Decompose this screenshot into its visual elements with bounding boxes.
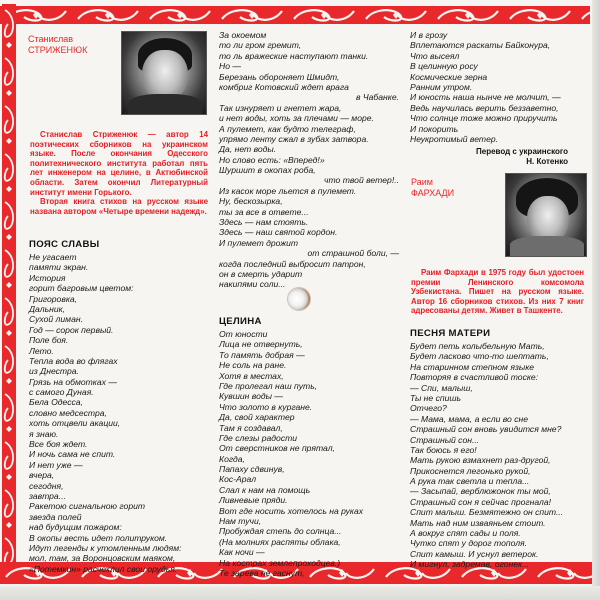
author2-last-name: ФАРХАДИ [411,187,455,198]
poem-line: Где слезы радости [219,432,298,443]
poem-line: завтра... [29,490,66,501]
poem-line: Лето. [29,345,54,356]
ornament-border-left [0,4,18,584]
poem-line: Сухой лиман. [29,314,83,325]
poem-line: Что золото в кургане. [219,401,313,412]
poem-line: Пробуждая степь до солнца... [219,526,342,537]
poem-line: Бела Одесса, [29,397,83,408]
poem-line: Идут легенды к утомленным людям: [29,542,182,553]
poem2-translator-credit [410,147,568,166]
poem-line: Березань обороняет Шмидт, [219,71,340,82]
poem-line: Грязь на обмотках — [29,376,117,387]
poem-line: А рука так светла и тепла... [410,476,530,487]
poem-line: с самого Дуная. [29,387,94,398]
author1-last-name: СТРИЖЕНЮК [28,44,88,55]
poem3-body [410,341,595,570]
poem1-title: ПОЯС СЛАВЫ [29,239,100,250]
poem-line: И в грозу [410,30,448,40]
poem-line: То память добрая — [219,349,305,360]
poem-line: я знаю. [29,428,59,439]
author2-bio-paragraph: Раим Фархади в 1975 году был удостоен премии Ленинского комсомола Узбекистана. Пишет на русском языке. Автор 16 сборников стихов. Из них 7 книг адресованы детям. Живет в Ташкенте. [411,268,584,316]
poem-line: За окоемом [219,30,267,40]
poem-line: Космические зерна [410,71,488,82]
poem-line: и нет воды, хоть за плечами — море. [219,113,374,124]
poem-line: звезда полей [29,511,82,522]
poem-line: Слал к нам на помощь [219,484,311,495]
poem1-body [29,252,214,574]
poem-line: Григоровка, [29,293,78,304]
translator-line-1: Перевод с украинского [476,147,568,156]
poem-line: Что высеял [410,50,460,61]
poem-line: Ведь научилась верить беззаветно, [410,102,559,113]
poem-line: Но — [219,61,241,72]
poem-line: что твой ветер!.. [324,175,399,186]
poem-line: Да, свой характер [219,412,295,423]
poem-line: Будет ласково что-то шептать, [410,351,549,362]
poem-line: Ну, бескозырка, [219,196,283,207]
poem-line: Нам тучи, [219,516,262,527]
poem-line: Ракетою сигнальною горит [29,501,146,512]
poem2-body [219,329,404,578]
author1-bio-paragraph-1: Станислав Стриженюк — автор 14 поэтических сборников на украинском языке. После окончания Одесского политехнического института работал пять лет инженером на целине, в Актюбинской области. Затем окончил Литературный институт имени Горького. [30,130,208,197]
poem-line: Те зарева не гаснут, [219,567,305,578]
poem-line: комбриг Котовский ждет врага [219,81,349,92]
sleeve-bottom-edge [0,586,600,600]
poem-line: Не соль на ране. [219,360,287,371]
poem-line: Дальник, [29,303,66,314]
author1-photo [121,31,207,115]
poem1-continuation [219,30,399,290]
poem-line: он в смерть ударит [219,268,303,279]
author1-bio-paragraph-2: Вторая книга стихов на русском языке названа автором «Четыре времени надежд». [30,197,208,216]
poem-line: Неукротимый ветер. [410,133,499,144]
poem-line: в Чабанке. [355,92,399,103]
poem-line: А вокруг спят сады и поля. [410,528,521,539]
poem-line: Когда, [219,453,245,464]
poem-line: мол, там, за Воронцовским маяком, [29,553,176,564]
poem-line: то ль вражеские наступают танки. [219,50,369,61]
poem-line: В целинную росу [410,61,478,72]
poem-line: вчера, [29,470,55,481]
translator-name: Н. Котенко [526,156,568,166]
poem-line: то ли гром гремит, [219,40,302,51]
poem-line: накипями соли... [219,279,286,290]
poem-line: Как ночи — [219,547,265,558]
poem-line: (На молниях распяты облака, [219,536,341,547]
poem-line: Год — сорок первый. [29,324,114,335]
poem-line: Да, нет воды. [219,144,277,155]
poem-line: Папаху сдвинув, [219,464,285,475]
poem-line: Кувшин воды — [219,391,283,402]
poem-line: Шуршит в окопах роба, [219,165,316,176]
ornament-border-top [0,4,590,26]
poem-line: Здесь — наш святой кордон. [219,227,338,238]
poem-line: Не угасает [29,252,77,262]
author1-bio [30,130,208,216]
poem-line: От юности [219,329,268,339]
poem-line: упрямо ленту сжал в зубах затвора. [219,133,369,144]
poem-line: И пулемет дрожит [219,237,299,248]
poem-line: Страшный сон... [410,434,480,445]
poem-line: над будущим пожаром: [29,522,122,533]
poem-line: И покорить [410,123,459,134]
record-center-hole [288,288,310,310]
poem-line: сегодня, [29,480,64,491]
poem-line: Тепла вода во флягах [29,355,118,366]
poem-line: На старинном степном языке [410,361,535,372]
poem-line: «Потемкин» расчехлил свои орудья. [29,563,178,574]
poem-line: И мигнул, задремав, огонек... [410,559,530,570]
author1-name [28,34,118,55]
poem-line: Так изнуряет и гнетет жара, [219,102,342,113]
poem-line: Лица не отвернуть, [219,339,303,350]
poem-line: Повторяя в счастливой тоске: [410,372,539,383]
poem-line: Хотя в местах, [219,370,284,381]
poem-line: Там я создавал, [219,422,283,433]
poem-line: В окопы весть идет политруком. [29,532,168,543]
poem-line: Здесь — нам стоять. [219,217,309,228]
poem-line: Ливневые пряди. [219,495,288,506]
poem-line: Вот где носить хотелось на руках [219,505,364,516]
poem-line: — Мама, мама, а если во сне [410,413,529,424]
poem-line: Ты не спишь [410,392,462,403]
poem-line: Спит малыш. Безмятежно он спит... [410,507,564,518]
poem-line: Что солнце тоже можно приручить [410,113,558,124]
poem-line: Вплетаются раскаты Байконура, [410,40,551,51]
poem-line: от страшной боли, — [307,248,399,259]
poem-line: Мать над ним изваяньем стоит. [410,517,546,528]
poem-line: Ранним утром. [410,81,473,92]
poem-line: Спит камыш. И уснул ветерок. [410,548,539,559]
poem-line: когда последний выбросит патрон, [219,258,366,269]
poem2-title: ЦЕЛИНА [219,316,262,327]
poem2-continuation [410,30,590,144]
author2-bio [411,268,584,316]
poem-line: — Спи, малыш, [410,382,473,393]
author1-first-name: Станислав [28,34,74,44]
poem-line: Где пролегал наш путь, [219,380,318,391]
poem-line: Так боюсь я его! [410,444,477,455]
poem-line: От сверстников не прятал, [219,443,335,454]
poem-line: Из касок море льется в пулемет. [219,185,357,196]
poem-line: Но слово есть: «Вперед!» [219,154,325,165]
poem3-title: ПЕСНЯ МАТЕРИ [410,328,491,339]
poem-line: Прикоснется легонько рукой, [410,465,531,476]
poem-line: Кос-Арал [219,474,257,485]
author2-name [411,177,501,198]
poem-line: ты за все в ответе... [219,206,309,217]
poem-line: горит багровым цветом: [29,283,134,294]
author2-photo [505,173,587,257]
poem-line: А пулемет, как будто телеграф, [219,123,356,134]
poem-line: И юность наша нынче не молчит, — [410,92,561,103]
poem-line: памяти экран. [29,262,89,273]
poem-line: И ночь сама не спит. [29,449,116,460]
poem-line: Страшный сон вновь увидится мне? [410,424,562,435]
poem-line: Чутко спят у дорог тополя. [410,538,528,549]
author2-first-name: Раим [411,177,433,187]
poem-line: Отчего? [410,403,447,414]
poem-line: История [29,272,66,283]
poem-line: На кострах землепроходцев.) [219,557,341,568]
poem-line: Будет петь колыбельную Мать, [410,341,545,351]
poem-line: хоть отцвели акации, [29,418,121,429]
poem-line: Поле боя. [29,335,69,346]
poem-line: из Днестра. [29,366,79,377]
poem-line: Все боя ждет. [29,439,88,450]
poem-line: И нет уже — [29,459,83,470]
poem-line: Мать рукою взмахнет раз-другой, [410,455,551,466]
poem-line: Страшный сон я сейчас прогнала! [410,496,552,507]
poem-line: словно медсестра, [29,407,107,418]
poem-line: — Засыпай, верблюжонок ты мой, [410,486,551,497]
